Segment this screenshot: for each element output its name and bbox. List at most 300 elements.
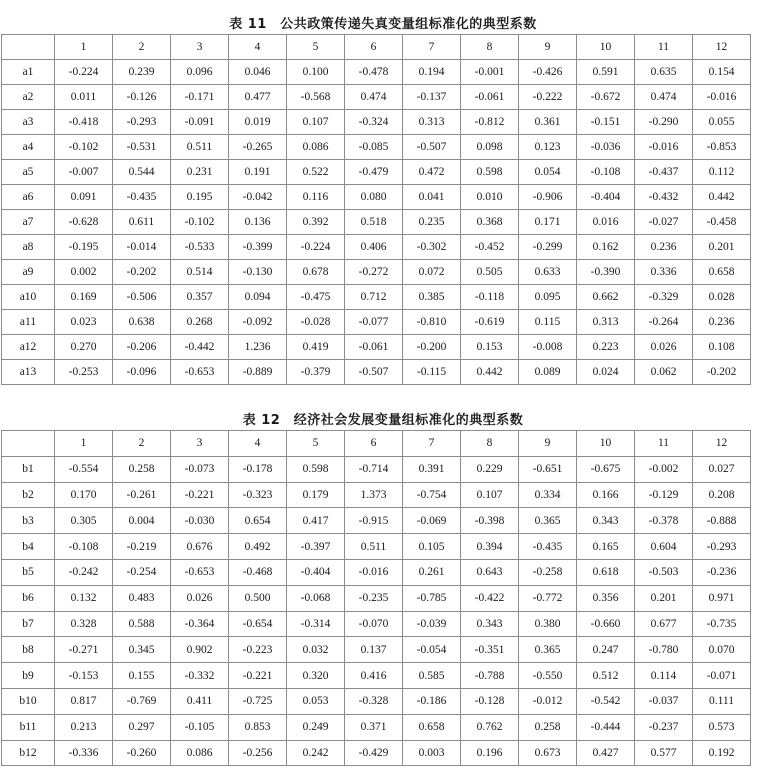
- coefficient-cell: -0.235: [345, 585, 403, 611]
- coefficient-cell: -0.324: [345, 110, 403, 135]
- coefficient-cell: 0.673: [519, 740, 577, 766]
- coefficient-cell: -0.399: [229, 235, 287, 260]
- coefficient-cell: 0.098: [461, 135, 519, 160]
- column-header: 7: [403, 431, 461, 457]
- coefficient-cell: 0.154: [693, 60, 751, 85]
- row-label: a2: [2, 85, 55, 110]
- coefficient-cell: -0.272: [345, 260, 403, 285]
- row-label: b8: [2, 637, 55, 663]
- coefficient-cell: 0.086: [171, 740, 229, 766]
- coefficient-cell: 0.544: [113, 160, 171, 185]
- coefficient-cell: -0.452: [461, 235, 519, 260]
- coefficient-cell: -0.653: [171, 559, 229, 585]
- table-row: [2, 534, 751, 560]
- row-label: a5: [2, 160, 55, 185]
- table-row: [2, 160, 751, 185]
- coefficient-cell: -0.418: [55, 110, 113, 135]
- coefficient-cell: -0.554: [55, 456, 113, 482]
- coefficient-cell: 0.391: [403, 456, 461, 482]
- coefficient-cell: -0.426: [519, 60, 577, 85]
- coefficient-cell: -0.118: [461, 285, 519, 310]
- coefficient-cell: -0.001: [461, 60, 519, 85]
- coefficient-cell: 0.247: [577, 637, 635, 663]
- coefficient-cell: 0.585: [403, 663, 461, 689]
- coefficient-cell: -0.397: [287, 534, 345, 560]
- coefficient-cell: -0.379: [287, 360, 345, 385]
- coefficient-cell: -0.651: [519, 456, 577, 482]
- coefficient-cell: -0.085: [345, 135, 403, 160]
- coefficient-cell: 0.080: [345, 185, 403, 210]
- coefficient-cell: -0.404: [577, 185, 635, 210]
- coefficient-cell: 0.170: [55, 482, 113, 508]
- coefficient-cell: -0.542: [577, 688, 635, 714]
- coefficient-cell: -0.654: [229, 611, 287, 637]
- table-11-body: [2, 60, 751, 385]
- coefficient-cell: 0.091: [55, 185, 113, 210]
- coefficient-cell: 0.258: [113, 456, 171, 482]
- coefficient-cell: -0.069: [403, 508, 461, 534]
- row-label: b6: [2, 585, 55, 611]
- coefficient-cell: 0.392: [287, 210, 345, 235]
- coefficient-cell: 0.100: [287, 60, 345, 85]
- coefficient-cell: -0.314: [287, 611, 345, 637]
- coefficient-cell: 0.334: [519, 482, 577, 508]
- table-row: [2, 285, 751, 310]
- coefficient-cell: 0.105: [403, 534, 461, 560]
- coefficient-cell: 0.385: [403, 285, 461, 310]
- coefficient-cell: -0.329: [635, 285, 693, 310]
- corner-cell: [2, 35, 55, 60]
- coefficient-cell: -0.221: [171, 482, 229, 508]
- column-header: 5: [287, 35, 345, 60]
- row-label: b7: [2, 611, 55, 637]
- coefficient-cell: -0.202: [113, 260, 171, 285]
- coefficient-cell: -0.475: [287, 285, 345, 310]
- coefficient-cell: 0.591: [577, 60, 635, 85]
- coefficient-cell: -0.619: [461, 310, 519, 335]
- row-label: b3: [2, 508, 55, 534]
- row-label: a3: [2, 110, 55, 135]
- coefficient-cell: -0.271: [55, 637, 113, 663]
- coefficient-cell: -0.206: [113, 335, 171, 360]
- coefficient-cell: -0.016: [345, 559, 403, 585]
- coefficient-cell: -0.077: [345, 310, 403, 335]
- coefficient-cell: 0.662: [577, 285, 635, 310]
- coefficient-cell: 0.165: [577, 534, 635, 560]
- coefficient-cell: 0.054: [519, 160, 577, 185]
- column-header: 3: [171, 35, 229, 60]
- coefficient-cell: -0.061: [345, 335, 403, 360]
- coefficient-cell: -0.503: [635, 559, 693, 585]
- coefficient-cell: -0.028: [287, 310, 345, 335]
- coefficient-cell: -0.660: [577, 611, 635, 637]
- table-row: [2, 110, 751, 135]
- coefficient-cell: -0.073: [171, 456, 229, 482]
- coefficient-cell: -0.151: [577, 110, 635, 135]
- coefficient-cell: 0.658: [693, 260, 751, 285]
- coefficient-cell: -0.186: [403, 688, 461, 714]
- coefficient-cell: 0.192: [693, 740, 751, 766]
- coefficient-cell: 0.055: [693, 110, 751, 135]
- coefficient-cell: -0.171: [171, 85, 229, 110]
- coefficient-cell: -0.102: [55, 135, 113, 160]
- coefficient-cell: 0.046: [229, 60, 287, 85]
- coefficient-cell: 0.236: [693, 310, 751, 335]
- coefficient-cell: 0.261: [403, 559, 461, 585]
- table-row: [2, 508, 751, 534]
- table-row: [2, 611, 751, 637]
- coefficient-cell: -0.042: [229, 185, 287, 210]
- row-label: a6: [2, 185, 55, 210]
- coefficient-cell: 0.136: [229, 210, 287, 235]
- coefficient-cell: 0.016: [577, 210, 635, 235]
- table-row: [2, 663, 751, 689]
- coefficient-cell: -0.068: [287, 585, 345, 611]
- coefficient-cell: -0.137: [403, 85, 461, 110]
- coefficient-cell: 0.853: [229, 714, 287, 740]
- coefficient-cell: -0.422: [461, 585, 519, 611]
- coefficient-cell: 0.032: [287, 637, 345, 663]
- row-label: a7: [2, 210, 55, 235]
- row-label: b5: [2, 559, 55, 585]
- coefficient-cell: -0.735: [693, 611, 751, 637]
- coefficient-cell: 0.169: [55, 285, 113, 310]
- coefficient-cell: 0.588: [113, 611, 171, 637]
- coefficient-cell: -0.506: [113, 285, 171, 310]
- coefficient-cell: 0.213: [55, 714, 113, 740]
- coefficient-cell: 0.166: [577, 482, 635, 508]
- coefficient-cell: 0.635: [635, 60, 693, 85]
- coefficient-cell: -0.437: [635, 160, 693, 185]
- coefficient-cell: 0.598: [461, 160, 519, 185]
- coefficient-cell: 0.320: [287, 663, 345, 689]
- coefficient-cell: -0.432: [635, 185, 693, 210]
- coefficient-cell: 0.654: [229, 508, 287, 534]
- coefficient-cell: 0.242: [287, 740, 345, 766]
- coefficient-cell: 0.096: [171, 60, 229, 85]
- column-header: 1: [55, 431, 113, 457]
- column-header: 3: [171, 431, 229, 457]
- coefficient-cell: -0.061: [461, 85, 519, 110]
- coefficient-cell: 0.132: [55, 585, 113, 611]
- coefficient-cell: -0.810: [403, 310, 461, 335]
- coefficient-cell: -0.008: [519, 335, 577, 360]
- coefficient-cell: -0.290: [635, 110, 693, 135]
- coefficient-cell: 0.111: [693, 688, 751, 714]
- coefficient-cell: 0.153: [461, 335, 519, 360]
- coefficient-cell: 0.618: [577, 559, 635, 585]
- coefficient-cell: 0.223: [577, 335, 635, 360]
- coefficient-cell: -0.853: [693, 135, 751, 160]
- row-label: b10: [2, 688, 55, 714]
- coefficient-cell: -0.293: [113, 110, 171, 135]
- column-header: 5: [287, 431, 345, 457]
- coefficient-cell: -0.675: [577, 456, 635, 482]
- coefficient-cell: 0.971: [693, 585, 751, 611]
- coefficient-cell: 0.365: [519, 508, 577, 534]
- corner-cell: [2, 431, 55, 457]
- coefficient-cell: 0.112: [693, 160, 751, 185]
- coefficient-cell: 0.518: [345, 210, 403, 235]
- coefficient-cell: 1.373: [345, 482, 403, 508]
- coefficient-cell: -0.398: [461, 508, 519, 534]
- coefficient-cell: 0.442: [461, 360, 519, 385]
- table-12-body: [2, 456, 751, 766]
- coefficient-cell: 0.041: [403, 185, 461, 210]
- coefficient-cell: 0.442: [693, 185, 751, 210]
- column-header: 12: [693, 35, 751, 60]
- coefficient-cell: -0.016: [693, 85, 751, 110]
- coefficient-cell: -0.237: [635, 714, 693, 740]
- coefficient-cell: -0.222: [519, 85, 577, 110]
- coefficient-cell: 0.514: [171, 260, 229, 285]
- coefficient-cell: 0.817: [55, 688, 113, 714]
- coefficient-cell: -0.108: [55, 534, 113, 560]
- coefficient-cell: 0.417: [287, 508, 345, 534]
- coefficient-cell: 0.394: [461, 534, 519, 560]
- coefficient-cell: 0.762: [461, 714, 519, 740]
- coefficient-cell: -0.769: [113, 688, 171, 714]
- coefficient-cell: -0.299: [519, 235, 577, 260]
- table-row: [2, 310, 751, 335]
- column-header: 8: [461, 35, 519, 60]
- coefficient-cell: -0.888: [693, 508, 751, 534]
- coefficient-cell: -0.036: [577, 135, 635, 160]
- coefficient-cell: 0.026: [171, 585, 229, 611]
- coefficient-cell: 0.027: [693, 456, 751, 482]
- coefficient-cell: -0.714: [345, 456, 403, 482]
- coefficient-cell: 0.229: [461, 456, 519, 482]
- coefficient-cell: 0.522: [287, 160, 345, 185]
- coefficient-cell: 0.336: [635, 260, 693, 285]
- coefficient-cell: -0.221: [229, 663, 287, 689]
- coefficient-cell: 0.512: [577, 663, 635, 689]
- coefficient-cell: 0.313: [577, 310, 635, 335]
- coefficient-cell: 0.411: [171, 688, 229, 714]
- coefficient-cell: -0.672: [577, 85, 635, 110]
- coefficient-cell: 0.002: [55, 260, 113, 285]
- coefficient-cell: -0.126: [113, 85, 171, 110]
- column-header: 4: [229, 431, 287, 457]
- coefficient-cell: -0.002: [635, 456, 693, 482]
- coefficient-cell: 0.297: [113, 714, 171, 740]
- coefficient-cell: -0.507: [345, 360, 403, 385]
- coefficient-cell: -0.242: [55, 559, 113, 585]
- column-header: 1: [55, 35, 113, 60]
- coefficient-cell: 0.573: [693, 714, 751, 740]
- coefficient-cell: -0.533: [171, 235, 229, 260]
- coefficient-cell: 0.239: [113, 60, 171, 85]
- coefficient-cell: 0.380: [519, 611, 577, 637]
- coefficient-cell: 0.231: [171, 160, 229, 185]
- coefficient-cell: -0.105: [171, 714, 229, 740]
- coefficient-cell: 0.010: [461, 185, 519, 210]
- coefficient-cell: 0.598: [287, 456, 345, 482]
- coefficient-cell: -0.115: [403, 360, 461, 385]
- coefficient-cell: 0.086: [287, 135, 345, 160]
- coefficient-cell: 0.305: [55, 508, 113, 534]
- coefficient-cell: -0.254: [113, 559, 171, 585]
- coefficient-cell: 0.416: [345, 663, 403, 689]
- coefficient-cell: -0.039: [403, 611, 461, 637]
- coefficient-cell: -0.224: [287, 235, 345, 260]
- row-label: a10: [2, 285, 55, 310]
- coefficient-cell: -0.812: [461, 110, 519, 135]
- row-label: b11: [2, 714, 55, 740]
- coefficient-cell: -0.260: [113, 740, 171, 766]
- coefficient-cell: -0.435: [519, 534, 577, 560]
- coefficient-cell: 0.474: [345, 85, 403, 110]
- column-header: 6: [345, 35, 403, 60]
- coefficient-cell: -0.236: [693, 559, 751, 585]
- coefficient-cell: 0.313: [403, 110, 461, 135]
- row-label: b9: [2, 663, 55, 689]
- coefficient-cell: -0.200: [403, 335, 461, 360]
- coefficient-cell: -0.016: [635, 135, 693, 160]
- coefficient-cell: 0.361: [519, 110, 577, 135]
- column-header: 2: [113, 35, 171, 60]
- coefficient-cell: -0.108: [577, 160, 635, 185]
- coefficient-cell: -0.351: [461, 637, 519, 663]
- coefficient-cell: 0.089: [519, 360, 577, 385]
- coefficient-cell: -0.054: [403, 637, 461, 663]
- row-label: a11: [2, 310, 55, 335]
- coefficient-cell: -0.030: [171, 508, 229, 534]
- row-label: a12: [2, 335, 55, 360]
- table-row: [2, 688, 751, 714]
- coefficient-cell: -0.754: [403, 482, 461, 508]
- coefficient-cell: 0.611: [113, 210, 171, 235]
- coefficient-cell: 0.137: [345, 637, 403, 663]
- header-row: [2, 35, 751, 60]
- coefficient-cell: 0.072: [403, 260, 461, 285]
- coefficient-cell: -0.332: [171, 663, 229, 689]
- table-row: [2, 260, 751, 285]
- coefficient-cell: 0.114: [635, 663, 693, 689]
- table-row: [2, 559, 751, 585]
- coefficient-cell: 0.511: [345, 534, 403, 560]
- coefficient-cell: -0.091: [171, 110, 229, 135]
- coefficient-cell: 0.677: [635, 611, 693, 637]
- coefficient-cell: 0.028: [693, 285, 751, 310]
- coefficient-cell: -0.219: [113, 534, 171, 560]
- table-row: [2, 235, 751, 260]
- coefficient-cell: -0.128: [461, 688, 519, 714]
- coefficient-cell: 0.024: [577, 360, 635, 385]
- coefficient-cell: -0.442: [171, 335, 229, 360]
- coefficient-cell: 0.268: [171, 310, 229, 335]
- table-row: [2, 637, 751, 663]
- coefficient-cell: -0.364: [171, 611, 229, 637]
- coefficient-cell: -0.889: [229, 360, 287, 385]
- table-row: [2, 714, 751, 740]
- coefficient-cell: -0.261: [113, 482, 171, 508]
- coefficient-cell: -0.328: [345, 688, 403, 714]
- coefficient-cell: 0.483: [113, 585, 171, 611]
- coefficient-cell: 0.345: [113, 637, 171, 663]
- coefficient-cell: 0.511: [171, 135, 229, 160]
- row-label: b12: [2, 740, 55, 766]
- coefficient-cell: -0.785: [403, 585, 461, 611]
- coefficient-cell: -0.014: [113, 235, 171, 260]
- row-label: b4: [2, 534, 55, 560]
- coefficient-cell: -0.007: [55, 160, 113, 185]
- coefficient-cell: 0.365: [519, 637, 577, 663]
- coefficient-cell: -0.096: [113, 360, 171, 385]
- coefficient-cell: 0.107: [287, 110, 345, 135]
- coefficient-cell: 0.712: [345, 285, 403, 310]
- table-12: [1, 430, 751, 766]
- coefficient-cell: -0.071: [693, 663, 751, 689]
- coefficient-cell: 0.357: [171, 285, 229, 310]
- coefficient-cell: 0.474: [635, 85, 693, 110]
- coefficient-cell: 0.196: [461, 740, 519, 766]
- coefficient-cell: -0.027: [635, 210, 693, 235]
- row-label: a4: [2, 135, 55, 160]
- coefficient-cell: -0.256: [229, 740, 287, 766]
- coefficient-cell: 0.179: [287, 482, 345, 508]
- coefficient-cell: 0.235: [403, 210, 461, 235]
- coefficient-cell: 0.115: [519, 310, 577, 335]
- column-header: 2: [113, 431, 171, 457]
- coefficient-cell: -0.404: [287, 559, 345, 585]
- coefficient-cell: -0.012: [519, 688, 577, 714]
- column-header: 11: [635, 431, 693, 457]
- coefficient-cell: 0.191: [229, 160, 287, 185]
- coefficient-cell: 0.070: [693, 637, 751, 663]
- table-11: [1, 34, 751, 385]
- coefficient-cell: 0.095: [519, 285, 577, 310]
- coefficient-cell: 0.427: [577, 740, 635, 766]
- coefficient-cell: -0.129: [635, 482, 693, 508]
- coefficient-cell: 0.004: [113, 508, 171, 534]
- coefficient-cell: 0.023: [55, 310, 113, 335]
- table-row: [2, 135, 751, 160]
- coefficient-cell: -0.265: [229, 135, 287, 160]
- coefficient-cell: -0.178: [229, 456, 287, 482]
- coefficient-cell: -0.323: [229, 482, 287, 508]
- coefficient-cell: 0.343: [577, 508, 635, 534]
- coefficient-cell: -0.092: [229, 310, 287, 335]
- coefficient-cell: -0.507: [403, 135, 461, 160]
- coefficient-cell: -0.070: [345, 611, 403, 637]
- coefficient-cell: -0.429: [345, 740, 403, 766]
- table-11-caption: 表 11 公共政策传递失真变量组标准化的典型系数: [229, 17, 537, 32]
- coefficient-cell: -0.531: [113, 135, 171, 160]
- table-row: [2, 60, 751, 85]
- coefficient-cell: -0.780: [635, 637, 693, 663]
- coefficient-cell: 1.236: [229, 335, 287, 360]
- coefficient-cell: 0.419: [287, 335, 345, 360]
- coefficient-cell: 0.658: [403, 714, 461, 740]
- coefficient-cell: 0.406: [345, 235, 403, 260]
- coefficient-cell: 0.236: [635, 235, 693, 260]
- coefficient-cell: -0.915: [345, 508, 403, 534]
- column-header: 10: [577, 35, 635, 60]
- coefficient-cell: -0.550: [519, 663, 577, 689]
- coefficient-cell: -0.293: [693, 534, 751, 560]
- coefficient-cell: -0.302: [403, 235, 461, 260]
- coefficient-cell: 0.107: [461, 482, 519, 508]
- coefficient-cell: 0.201: [693, 235, 751, 260]
- coefficient-cell: 0.505: [461, 260, 519, 285]
- coefficient-cell: 0.638: [113, 310, 171, 335]
- table-row: [2, 335, 751, 360]
- coefficient-cell: 0.195: [171, 185, 229, 210]
- coefficient-cell: 0.011: [55, 85, 113, 110]
- coefficient-cell: 0.371: [345, 714, 403, 740]
- coefficient-cell: 0.356: [577, 585, 635, 611]
